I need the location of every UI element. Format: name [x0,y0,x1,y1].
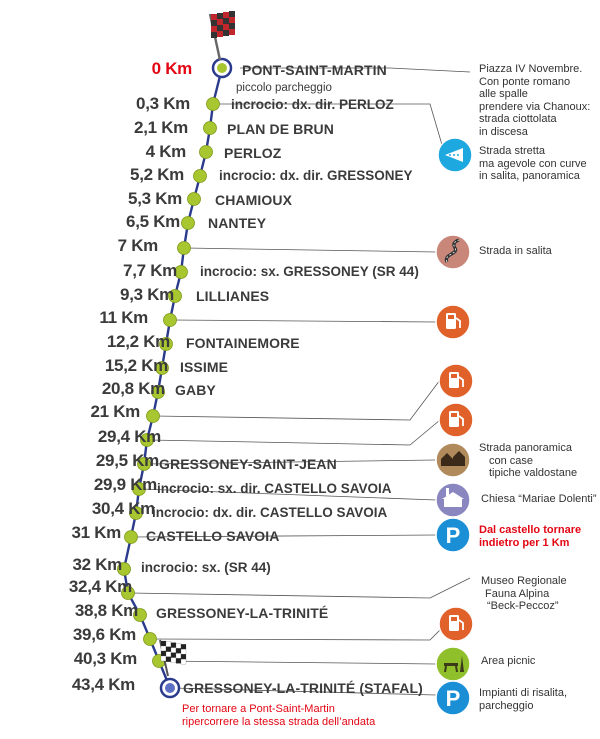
stop-place-label: CASTELLO SAVOIA [146,528,280,544]
stop-place-label: incrocio: dx. dir. GRESSONEY [219,168,413,183]
note-piazza: Piazza IV Novembre. Con ponte romano alle spalle prendere via Chanoux: strada ciottolata in discesa [479,63,591,138]
stop-dot [147,410,160,423]
start-place-label: PONT-SAINT-MARTIN [242,62,387,78]
stop-dot [164,314,177,327]
stop-dot [182,217,195,230]
stop-dot [204,122,217,135]
leader-fuel-11 [172,320,436,322]
note-uphill: Strada in salita [479,245,552,257]
stop-dot [125,531,138,544]
km-label: 30,4 Km [91,499,155,518]
stop-place-label: incrocio: dx. dir. PERLOZ [231,97,394,112]
km-label-end: 43,4 Km [71,675,135,694]
km-label: 7,7 Km [123,261,177,280]
stop-place-label: NANTEY [208,215,267,231]
stop-place-label: PERLOZ [224,145,282,161]
stop-place-label: incrocio: sx. GRESSONEY (SR 44) [200,264,419,279]
leader-uphill [186,248,436,252]
note-museum: Museo Regionale Fauna Alpina “Beck-Peccoz” [481,575,567,612]
note-picnic: Area picnic [481,655,536,667]
km-label: 29,5 Km [95,451,159,470]
fuel-pump-icon [439,364,473,398]
end-place-label: GRESSONEY-LA-TRINITÉ (STAFAL) [183,680,423,696]
km-label: 32 Km [72,555,122,574]
church-icon [436,483,470,517]
route-line [124,68,222,688]
note-village: Strada panoramica con case tipiche valdostane [479,442,578,479]
km-label: 20,8 Km [101,379,165,398]
parking-icon [436,518,470,552]
note-lifts-parking: Impianti di risalita, parcheggio [479,687,568,712]
stop-place-label: GRESSONEY-LA-TRINITÉ [156,605,329,621]
km-label: 32,4 Km [68,577,132,596]
stop-dot [194,170,207,183]
stop-place-label: LILLIANES [196,288,270,304]
km-label: 0,3 Km [136,94,190,113]
stop-dot [178,242,191,255]
stop-dot [144,633,157,646]
km-label: 40,3 Km [73,649,137,668]
km-label: 4 Km [145,142,186,161]
stop-place-label: FONTAINEMORE [186,335,300,351]
fuel-pump-icon [436,305,470,339]
stop-dot [188,193,201,206]
km-label: 15,2 Km [104,356,168,375]
km-label: 21 Km [90,402,140,421]
svg-text:P: P [445,686,461,711]
km-label: 6,5 Km [126,212,180,231]
stop-place-label: PLAN DE BRUN [227,121,334,137]
note-narrow-road: Strada stretta ma agevole con curve in salita, panoramica [479,145,587,182]
km-label: 5,2 Km [130,165,184,184]
stop-place-label: incrocio: sx. (SR 44) [141,560,271,575]
stop-place-label: incrocio: dx. dir. CASTELLO SAVOIA [152,505,388,520]
km-label-start: 0 Km [151,59,192,78]
stop-place-label: GABY [175,382,216,398]
uphill-road-icon [436,235,470,269]
parking-icon [436,681,470,715]
end-marker-core [165,683,175,693]
picnic-icon [436,647,470,681]
km-label: 12,2 Km [106,332,170,351]
start-marker-core [217,63,227,73]
stop-place-label: ISSIME [180,359,229,375]
svg-text:P: P [445,523,461,548]
checkered-flag-icon [210,11,235,60]
fuel-pump-icon [439,403,473,437]
stop-place-label: CHAMIOUX [215,192,293,208]
km-label: 29,4 Km [97,427,161,446]
leader-museum [130,578,470,598]
km-label: 29,9 Km [93,475,157,494]
start-parking-subnote: piccolo parcheggio [236,82,332,94]
fuel-pump-icon [439,607,473,641]
leader-fuel-40 [152,625,445,640]
note-church: Chiesa “Mariae Dolenti” [481,493,597,505]
km-label: 5,3 Km [128,189,182,208]
km-label: 31 Km [71,523,121,542]
km-label: 38,8 Km [74,601,138,620]
stop-place-label: GRESSONEY-SAINT-JEAN [159,456,337,472]
stop-dot [200,146,213,159]
return-footer-note: Per tornare a Pont-Saint-Martin ripercorrere la stessa strada dell’andata [182,703,376,728]
km-label: 2,1 Km [134,118,188,137]
km-label: 39,6 Km [72,625,136,644]
narrow-road-icon [438,138,472,172]
note-castle-return: Dal castello tornare indietro per 1 Km [479,524,582,549]
km-label: 9,3 Km [120,285,174,304]
leader-fuel-29-4 [149,420,440,445]
stop-dot [207,98,220,111]
km-label: 11 Km [99,308,148,327]
village-houses-icon [436,443,470,477]
km-label: 7 Km [117,236,158,255]
stop-place-label: incrocio: sx. dir. CASTELLO SAVOIA [157,481,392,496]
leader-picnic [161,661,436,664]
